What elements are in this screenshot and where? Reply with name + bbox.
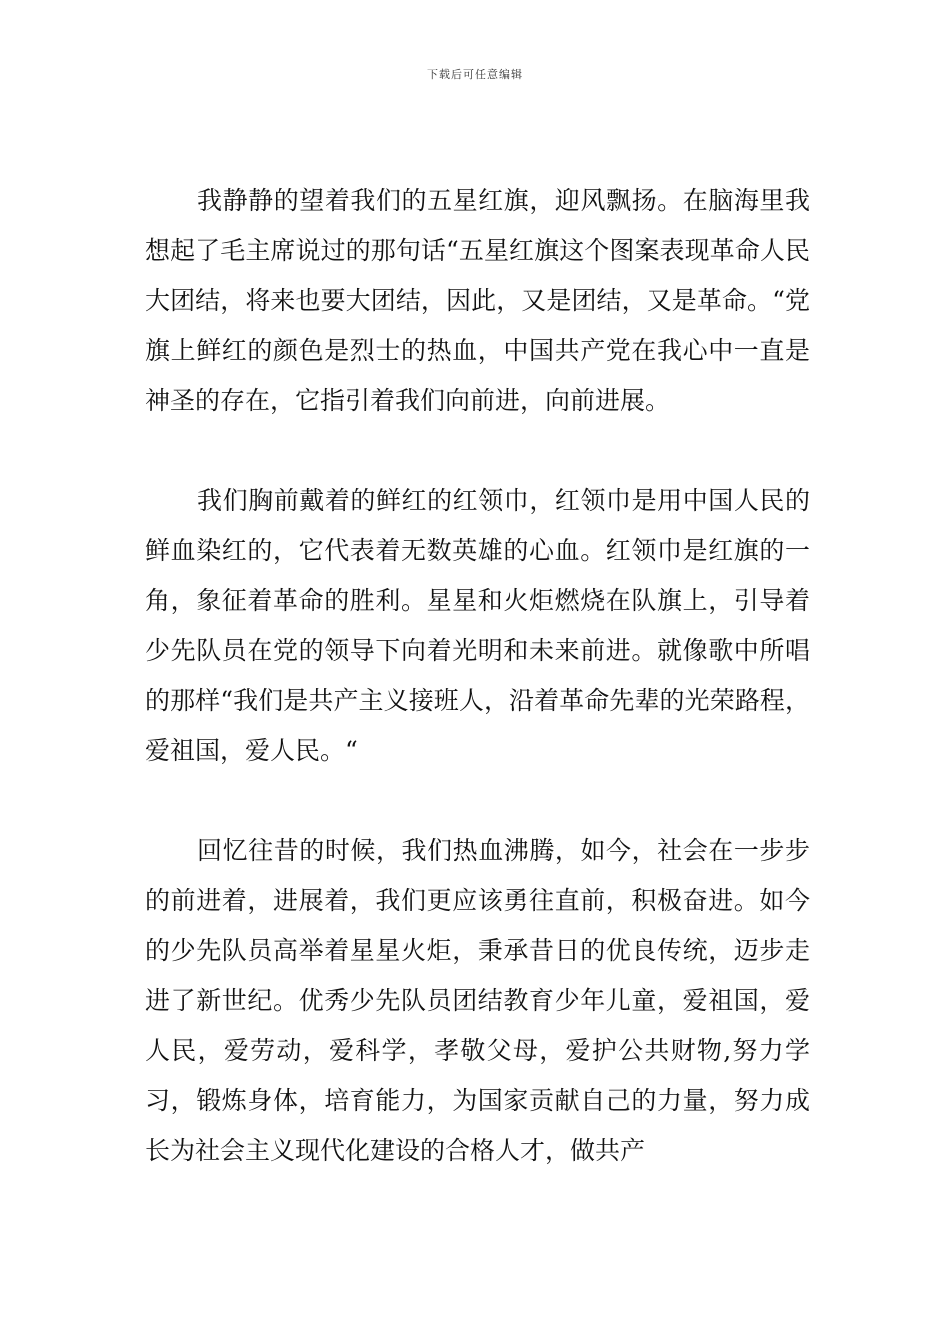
page-header-note: 下载后可任意编辑 [427,68,523,81]
document-body [145,176,810,1176]
paragraph-1: 我静静的望着我们的五星红旗，迎风飘扬。在脑海里我想起了毛主席说过的那句话“五星红旗这个图案表现革命人民大团结，将来也要大团结，因此，又是团结，又是革命。“党旗上鲜红的颜色是烈士的热血，中国共产党在我心中一直是神圣的存在，它指引着我们向前进，向前进展。 [145,186,810,415]
paragraph-2: 我们胸前戴着的鲜红的红领巾，红领巾是用中国人民的鲜血染红的，它代表着无数英雄的心血。红领巾是红旗的一角，象征着革命的胜利。星星和火炬燃烧在队旗上，引导着少先队员在党的领导下向着光明和未来前进。就像歌中所唱的那样“我们是共产主义接班人，沿着革命先辈的光荣路程，爱祖国，爱人民。“ [145,486,810,765]
paragraph-3: 回忆往昔的时候，我们热血沸腾，如今，社会在一步步的前进着，进展着，我们更应该勇往直前，积极奋进。如今的少先队员高举着星星火炬，秉承昔日的优良传统，迈步走进了新世纪。优秀少先队员团结教育少年儿童，爱祖国，爱人民，爱劳动，爱科学，孝敬父母，爱护公共财物,努力学习，锻炼身体，培育能力，为国家贡献自己的力量，努力成长为社会主义现代化建设的合格人才，做共产 [145,836,810,1165]
